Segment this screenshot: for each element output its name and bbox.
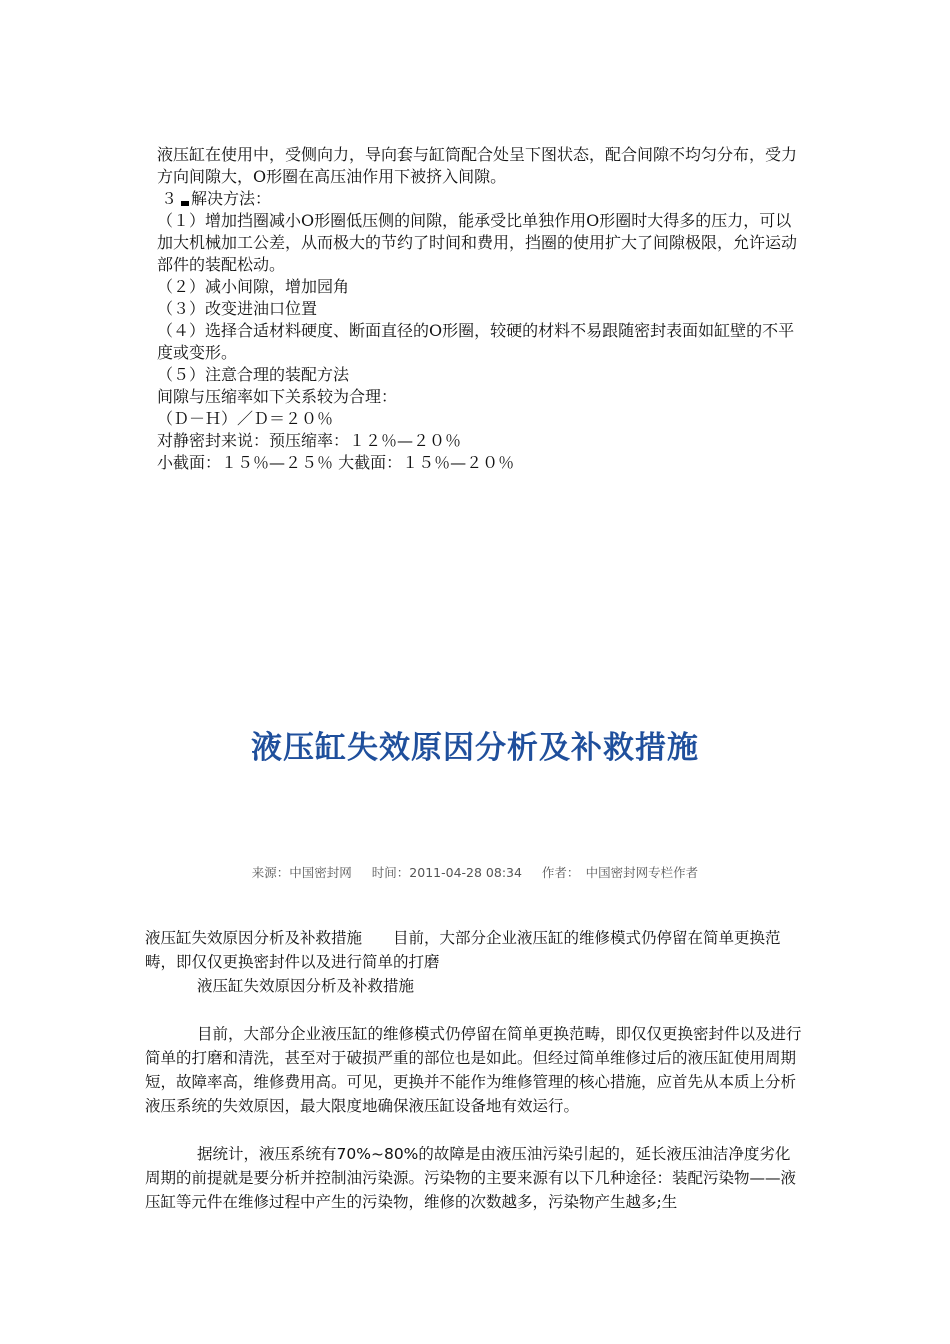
para2-percentage: 70%~80% — [336, 1145, 419, 1163]
upper-text-block — [157, 144, 807, 474]
article-meta — [0, 863, 950, 881]
para2-start: 据统计，液压系统有 — [197, 1145, 337, 1163]
method-title: 解决方法： — [191, 189, 272, 208]
article-time: 时间：2011-04-28 08:34 — [371, 865, 522, 880]
method-item-4: （４）选择合适材料硬度、断面直径的O形圈，较硬的材料不易跟随密封表面如缸壁的不平度或变形。 — [157, 321, 795, 362]
method-heading — [157, 188, 807, 210]
article-author: 作者： 中国密封网专栏作者 — [541, 865, 699, 880]
article-summary: 液压缸失效原因分析及补救措施 目前，大部分企业液压缸的维修模式仍停留在简单更换范畴，即仅仅更换密封件以及进行简单的打磨 — [145, 929, 781, 971]
article-subtitle: 液压缸失效原因分析及补救措施 — [197, 977, 415, 995]
article-title: 液压缸失效原因分析及补救措施 — [251, 730, 699, 766]
formula-line: （Ｄ－Ｈ）／Ｄ＝２０％ — [157, 409, 334, 428]
article-paragraph-2 — [145, 1142, 805, 1214]
method-item-5: （５）注意合理的装配方法 — [157, 365, 350, 384]
article-body — [145, 926, 805, 1214]
intro-paragraph: 液压缸在使用中，受侧向力，导向套与缸筒配合处呈下图状态，配合间隙不均匀分布，受力方向间隙大，O形圈在高压油作用下被挤入间隙。 — [157, 145, 798, 186]
method-item-2: （２）减小间隙，增加园角 — [157, 277, 350, 296]
article-source: 来源：中国密封网 — [251, 865, 352, 880]
para2-rest: 的故障是由液压油污染引起的，延长液压油洁净度劣化周期的前提就是要分析并控制油污染源。污染物的主要来源有以下几种途径：装配污染物——液压缸等元件在维修过程中产生的污染物，维修的次数越多，污染物产生越多;生 — [145, 1145, 797, 1211]
method-number: ３ — [161, 189, 178, 208]
sections-line: 小截面：１５％—２５％ 大截面：１５％—２０％ — [157, 453, 515, 472]
method-item-1: （１）增加挡圈减小O形圈低压侧的间隙，能承受比单独作用O形圈时大得多的压力，可以加大机械加工公差，从而极大的节约了时间和费用，挡圈的使用扩大了间隙极限，允许运动部件的装配松动。 — [157, 211, 798, 274]
relation-line: 间隙与压缩率如下关系较为合理： — [157, 387, 398, 406]
article-paragraph-1: 目前，大部分企业液压缸的维修模式仍停留在简单更换范畴，即仅仅更换密封件以及进行简单的打磨和清洗，甚至对于破损严重的部位也是如此。但经过简单维修过后的液压缸使用周期短，故障率高，维修费用高。可见，更换并不能作为维修管理的核心措施，应首先从本质上分析液压系统的失效原因，最大限度地确保液压缸设备地有效运行。 — [145, 1025, 802, 1115]
bullet-mark-icon — [181, 201, 189, 206]
static-seal-line: 对静密封来说：预压缩率：１２％—２０％ — [157, 431, 462, 450]
method-item-3: （３）改变进油口位置 — [157, 299, 318, 318]
